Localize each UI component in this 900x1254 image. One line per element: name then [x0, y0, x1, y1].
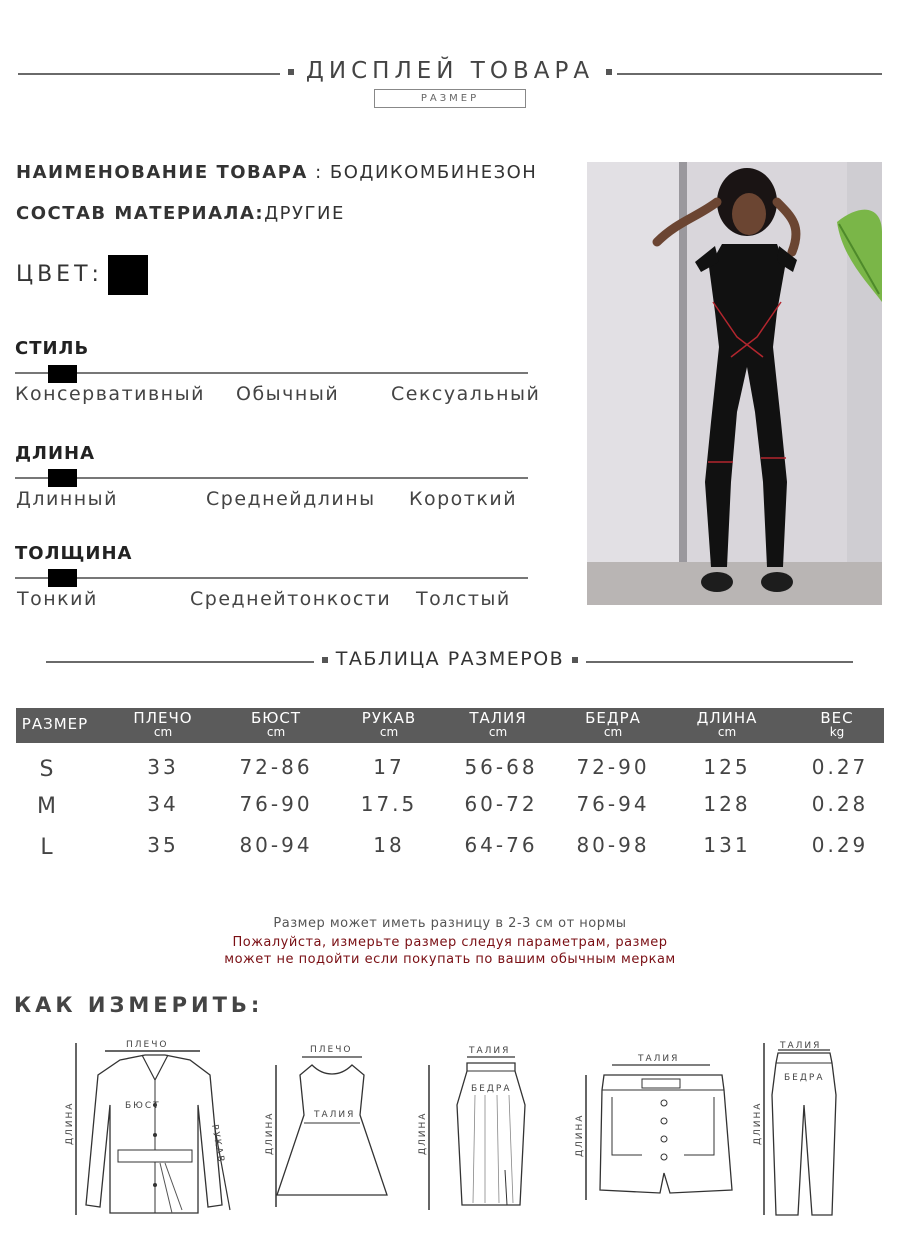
- size-value-cell: 17: [373, 755, 405, 779]
- shorts-diagram: [572, 1035, 742, 1220]
- size-value-cell: 125: [703, 755, 751, 779]
- skirt-diagram: [415, 1035, 535, 1220]
- size-value-cell: 80-94: [239, 833, 313, 857]
- product-name-value: БОДИКОМБИНЕЗОН: [329, 162, 538, 183]
- col-label: ДЛИНА: [696, 709, 758, 727]
- size-value-cell: 76-90: [239, 792, 313, 816]
- bullet-square-icon: [572, 657, 578, 663]
- label-length: ДЛИНА: [265, 1111, 275, 1155]
- page-title-text: ДИСПЛЕЙ ТОВАРА: [305, 58, 595, 84]
- scale-option-style-0: Консервативный: [15, 383, 205, 405]
- jacket-diagram: [60, 1035, 235, 1220]
- label-waist: ТАЛИЯ: [469, 1046, 511, 1056]
- scale-option-style-2: Сексуальный: [391, 383, 541, 405]
- size-label-cell: M: [37, 794, 59, 819]
- scale-track-length: [15, 477, 528, 479]
- scale-option-length-2: Короткий: [409, 488, 518, 510]
- size-value-cell: 128: [703, 792, 751, 816]
- size-table-header-cell: [451, 711, 545, 738]
- page-subtitle: РАЗМЕР: [374, 89, 526, 108]
- scale-title-style: СТИЛЬ: [15, 338, 90, 359]
- bullet-square-icon: [606, 69, 612, 75]
- scale-marker-length: [48, 469, 77, 487]
- size-value-cell: 80-98: [576, 833, 650, 857]
- col-label: БЕДРА: [585, 709, 641, 727]
- label-length: ДЛИНА: [418, 1111, 428, 1155]
- note-tolerance: Размер может иметь разницу в 2-3 см от нормы: [273, 916, 627, 931]
- scale-option-thickness-0: Тонкий: [17, 588, 98, 610]
- size-value-cell: 64-76: [464, 833, 538, 857]
- size-table-header-cell: [116, 711, 210, 738]
- size-value-cell: 0.28: [811, 792, 869, 816]
- size-table-header: [16, 708, 884, 743]
- col-label: ТАЛИЯ: [469, 709, 527, 727]
- how-to-measure-title: КАК ИЗМЕРИТЬ:: [14, 993, 264, 1017]
- col-label: РАЗМЕР: [21, 715, 89, 733]
- col-label: ВЕС: [820, 709, 854, 727]
- col-unit: cm: [379, 725, 399, 739]
- material-value: ДРУГИЕ: [264, 203, 345, 224]
- label-shoulder: ПЛЕЧО: [310, 1045, 353, 1055]
- size-value-cell: 33: [147, 755, 179, 779]
- scale-option-length-1: Среднейдлины: [206, 488, 376, 510]
- scale-title-length: ДЛИНА: [15, 443, 96, 464]
- size-table-title-text: ТАБЛИЦА РАЗМЕРОВ: [335, 648, 565, 670]
- label-hips: БЕДРА: [471, 1084, 512, 1094]
- scale-marker-thickness: [48, 569, 77, 587]
- product-name-label: НАИМЕНОВАНИЕ ТОВАРА: [16, 162, 308, 183]
- scale-marker-style: [48, 365, 77, 383]
- dress-diagram: [262, 1035, 392, 1220]
- label-length: ДЛИНА: [65, 1101, 75, 1145]
- scale-track-style: [15, 372, 528, 374]
- color-swatch: [108, 255, 148, 295]
- product-material: [16, 203, 345, 224]
- bullet-square-icon: [288, 69, 294, 75]
- note-warning-2: может не подойти если покупать по вашим обычным меркам: [224, 952, 676, 967]
- col-unit: cm: [266, 725, 286, 739]
- scale-option-thickness-1: Среднейтонкости: [190, 588, 392, 610]
- size-label-cell: S: [39, 757, 57, 782]
- label-waist: ТАЛИЯ: [314, 1110, 356, 1120]
- bullet-square-icon: [322, 657, 328, 663]
- col-unit: kg: [829, 725, 845, 739]
- scale-title-thickness: ТОЛЩИНА: [15, 543, 133, 564]
- scale-option-length-0: Длинный: [16, 488, 119, 510]
- size-value-cell: 131: [703, 833, 751, 857]
- note-warning-1: Пожалуйста, измерьте размер следуя параметрам, размер: [232, 935, 668, 950]
- label-shoulder: ПЛЕЧО: [126, 1040, 169, 1050]
- page-title: [0, 58, 900, 84]
- label-length: ДЛИНА: [575, 1113, 585, 1157]
- col-label: БЮСТ: [250, 709, 302, 727]
- size-value-cell: 72-90: [576, 755, 650, 779]
- size-value-cell: 76-94: [576, 792, 650, 816]
- material-label: СОСТАВ МАТЕРИАЛА:: [16, 203, 265, 224]
- product-color-label: ЦВЕТ:: [16, 262, 103, 287]
- col-unit: cm: [717, 725, 737, 739]
- size-value-cell: 34: [147, 792, 179, 816]
- size-value-cell: 56-68: [464, 755, 538, 779]
- scale-option-thickness-2: Толстый: [416, 588, 511, 610]
- label-waist: ТАЛИЯ: [638, 1054, 680, 1064]
- product-name-sep: :: [307, 162, 330, 183]
- label-hips: БЕДРА: [784, 1073, 825, 1083]
- size-table-header-cell: [342, 711, 436, 738]
- size-value-cell: 0.27: [811, 755, 869, 779]
- col-label: РУКАВ: [361, 709, 417, 727]
- col-unit: cm: [153, 725, 173, 739]
- label-waist: ТАЛИЯ: [780, 1041, 822, 1051]
- label-bust: БЮСТ: [125, 1101, 161, 1111]
- size-table-header-cell: [16, 717, 94, 732]
- size-label-cell: L: [40, 835, 56, 860]
- col-unit: cm: [603, 725, 623, 739]
- product-name: [16, 162, 537, 183]
- size-value-cell: 17.5: [360, 792, 418, 816]
- size-table-header-cell: [566, 711, 660, 738]
- size-value-cell: 18: [373, 833, 405, 857]
- model-illustration: [587, 162, 882, 605]
- size-value-cell: 60-72: [464, 792, 538, 816]
- size-value-cell: 72-86: [239, 755, 313, 779]
- pants-diagram: [752, 1035, 872, 1220]
- size-table-title: [0, 648, 900, 670]
- size-table-header-cell: [229, 711, 323, 738]
- size-table-header-cell: [680, 711, 774, 738]
- size-table-header-cell: [790, 711, 884, 738]
- size-value-cell: 0.29: [811, 833, 869, 857]
- label-length: ДЛИНА: [753, 1101, 763, 1145]
- scale-option-style-1: Обычный: [236, 383, 340, 405]
- label-sleeve: РУКАВ: [209, 1123, 226, 1165]
- col-unit: cm: [488, 725, 508, 739]
- col-label: ПЛЕЧО: [133, 709, 193, 727]
- product-photo: [587, 162, 882, 605]
- size-value-cell: 35: [147, 833, 179, 857]
- scale-track-thickness: [15, 577, 528, 579]
